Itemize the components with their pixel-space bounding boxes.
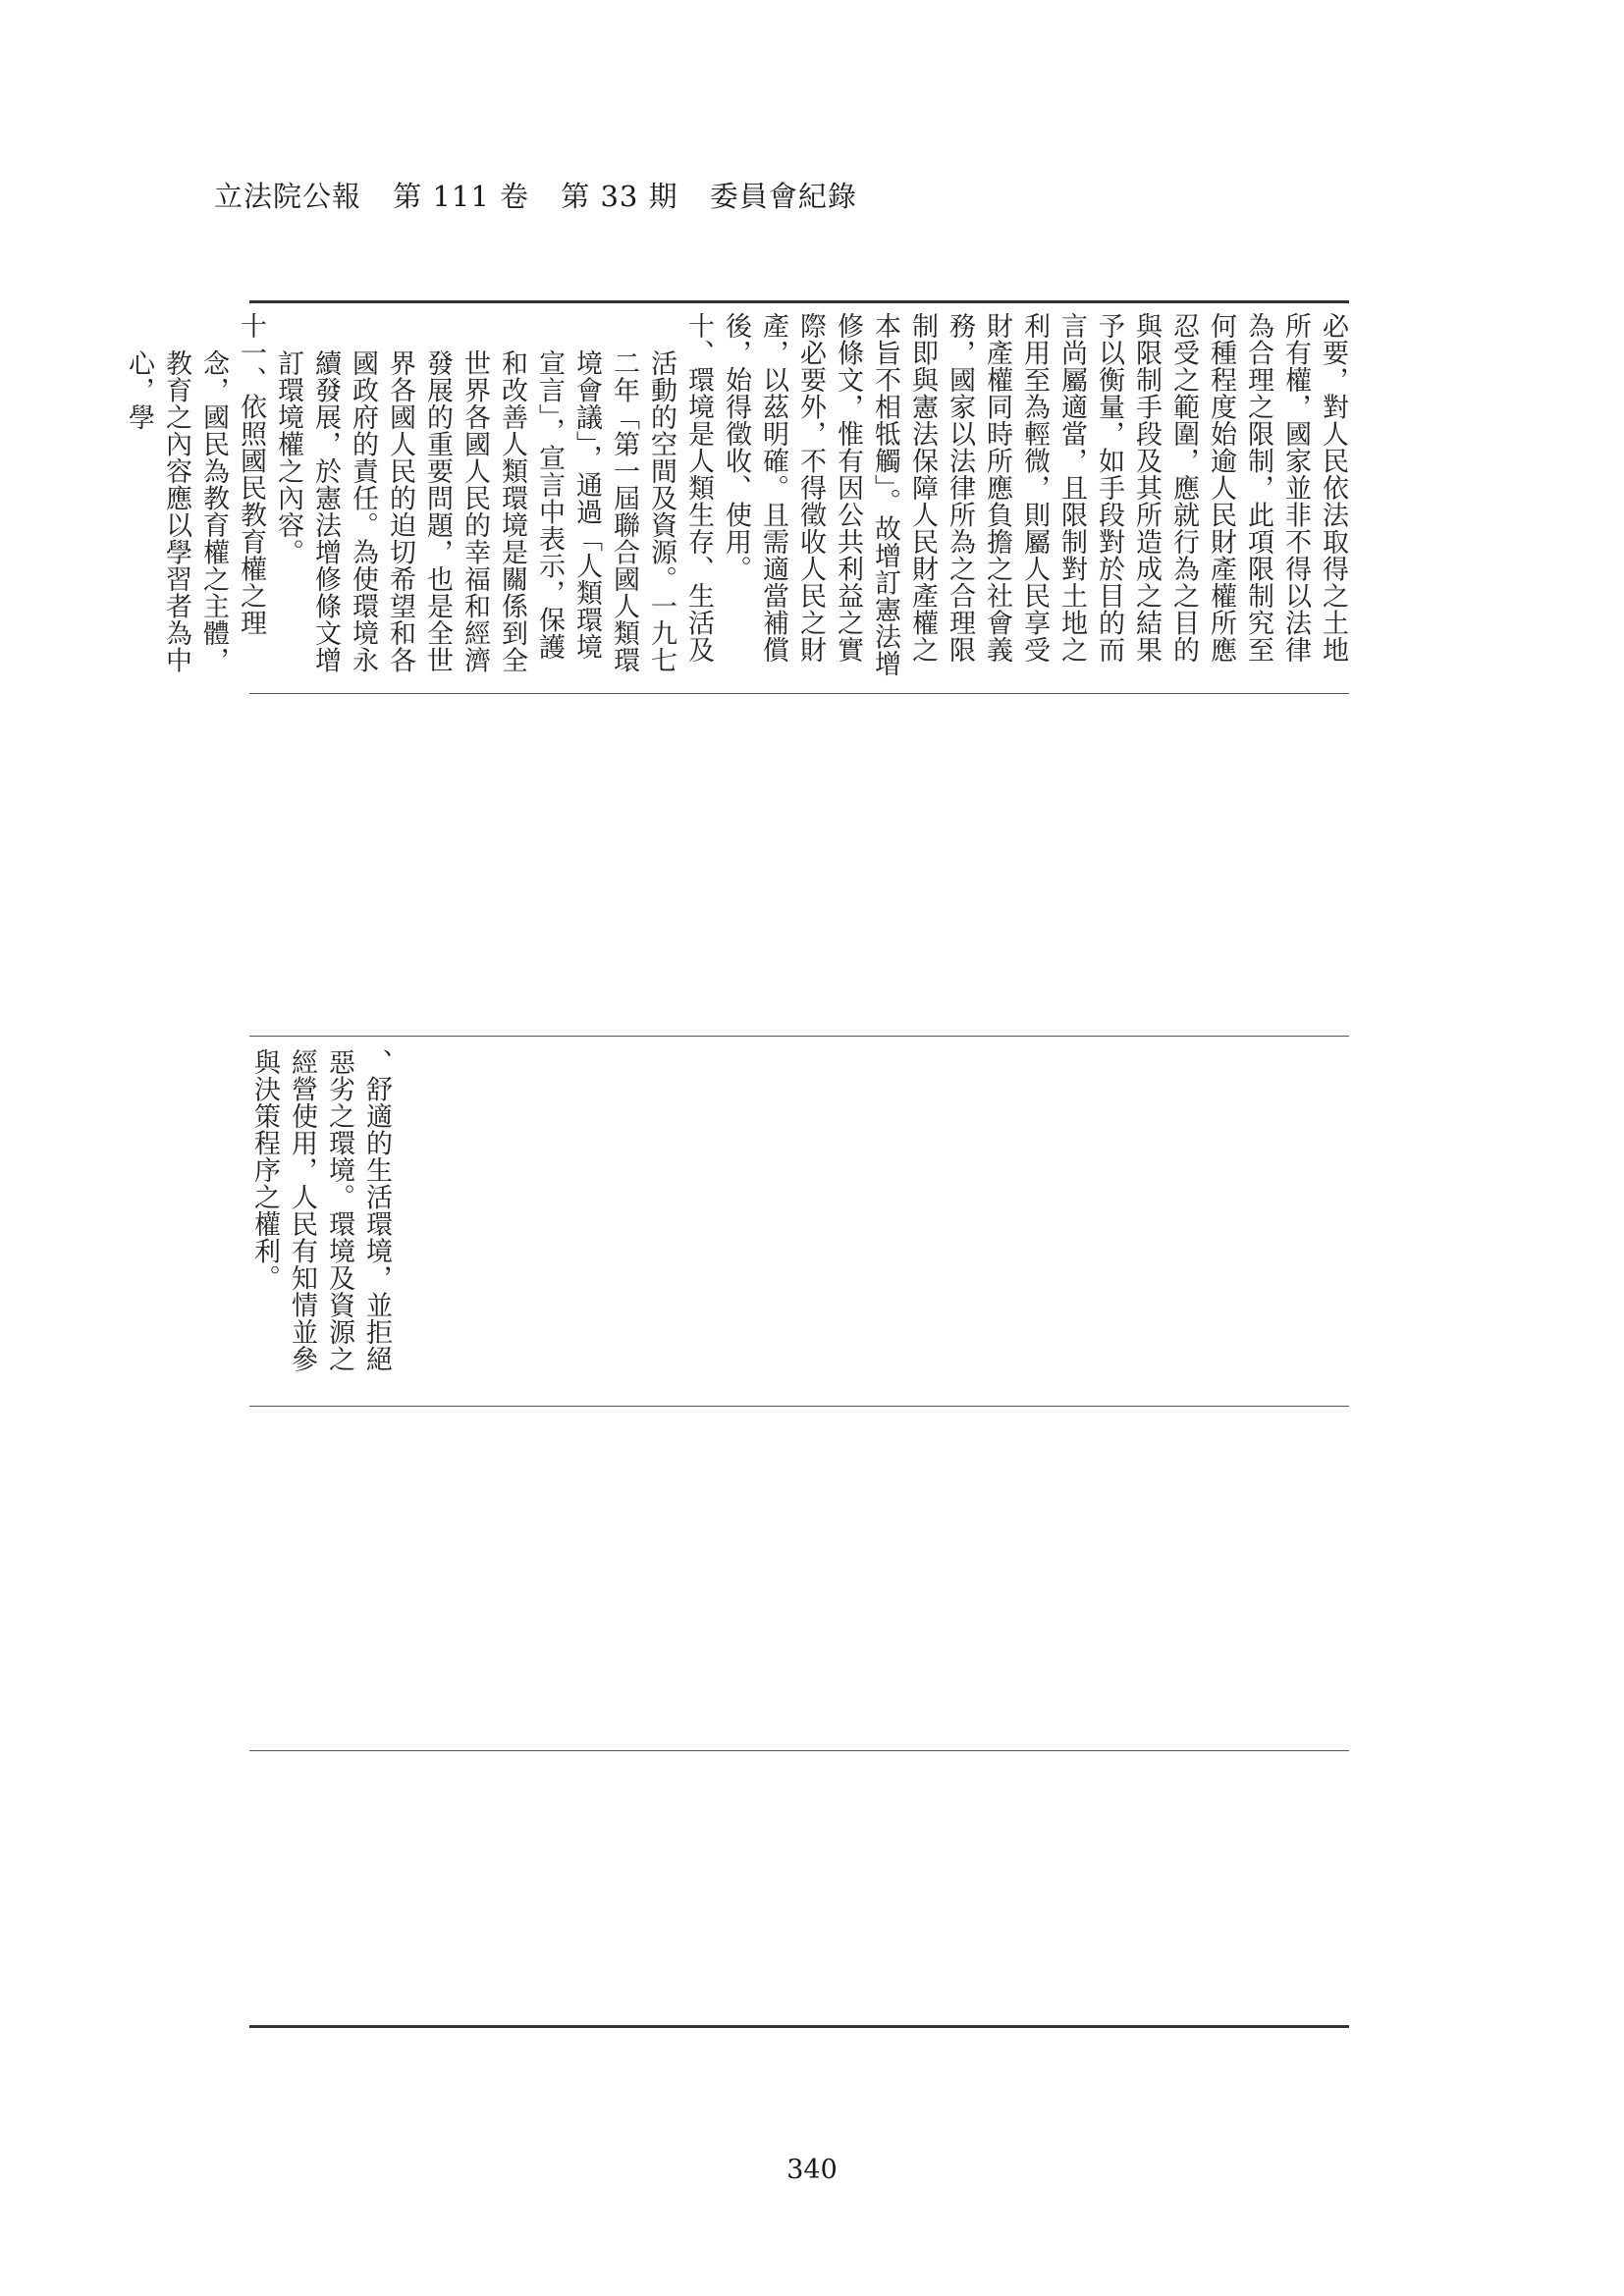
table-bottom-rule [249, 2025, 1349, 2028]
page-header [214, 175, 879, 215]
middle-row-text-column [245, 1048, 395, 1377]
item-10-paragraph: 十、環境是人類生存、生活及活動的空間及資源。一九七二年「第一屆聯合國人類環境會議」，通過「人類環境宣言」，宣言中表示，保護和改善人類環境是關係到全世界各國人民的幸福和經濟發展的重要問題，也是全世界各國人民的迫切希望和各國政府的責任。為使環境永續發展，於憲法增修條文增訂環境權之內容。 [273, 312, 714, 673]
issue-label: 第 33 期 [561, 180, 678, 213]
publication-title: 立法院公報 [214, 180, 362, 213]
row-divider-2 [249, 1036, 1349, 1037]
page-number: 340 [786, 2155, 838, 2185]
continued-paragraph: 必要，對人民依法取得之土地所有權，國家並非不得以法律為合理之限制，此項限制究至何種程度始逾人民財產權所應忍受之範圍，應就行為之目的與限制手段及其所造成之結果予以衡量，如手段對於目的而言尚屬適當，且限制對土地之利用至為輕微，則屬人民享受財產權同時所應負擔之社會義務，國家以法律所為之合理限制即與憲法保障人民財產權之本旨不相牴觸」。故增訂憲法增修條文，惟有因公共利益之實際必要外，不得徵收人民之財產，以茲明確。且需適當補償後，始得徵收、使用。 [721, 312, 1348, 677]
item-11-paragraph: 十一、依照國民教育權之理念，國民為教育權之主體，教育之內容應以學習者為中心，學 [124, 312, 266, 673]
row-divider-3 [249, 1406, 1349, 1407]
volume-label: 第 111 卷 [393, 180, 530, 213]
table-top-rule [249, 300, 1349, 303]
environment-rights-paragraph: 、舒適的生活環境，並拒絕惡劣之環境。環境及資源之經營使用，人民有知情並參與決策程序之權利。 [249, 1048, 392, 1372]
row-divider-1 [249, 693, 1349, 694]
section-label: 委員會紀錄 [709, 180, 857, 213]
row-divider-4 [249, 1750, 1349, 1751]
top-row-text-column [120, 312, 1351, 677]
